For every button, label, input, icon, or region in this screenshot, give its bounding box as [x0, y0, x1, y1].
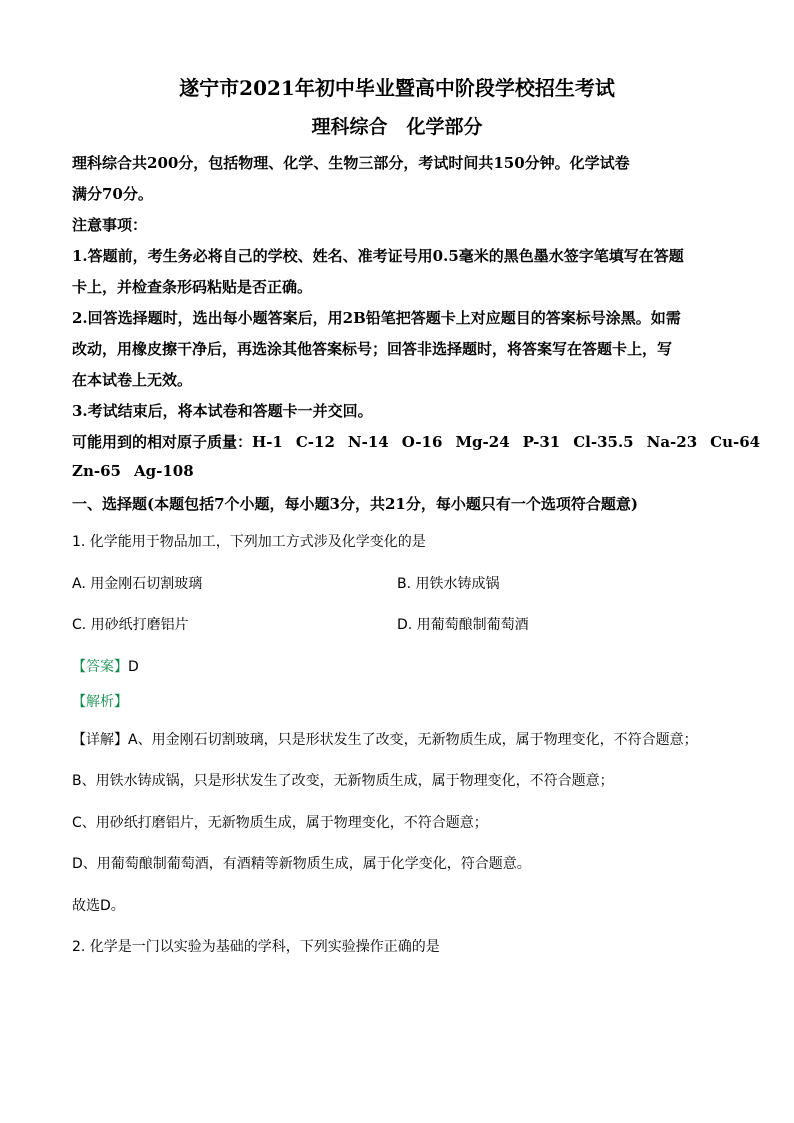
mass-ag: Ag-108: [133, 462, 194, 480]
question-1-option-b: B. 用铁水铸成锅: [397, 576, 500, 592]
mass-na: Na-23: [646, 433, 698, 451]
atomic-masses-line-1: [72, 431, 760, 452]
atomic-masses-label: 可能用到的相对原子质量：: [72, 433, 253, 451]
question-1-stem: 1. 化学能用于物品加工，下列加工方式涉及化学变化的是: [72, 534, 426, 550]
answer-tag: 【答案】: [72, 659, 128, 675]
section-1-heading: 一、选择题(本题包括7个小题，每小题3分，共21分，每小题只有一个选项符合题意): [72, 495, 638, 513]
question-1-detail-d: D、用葡萄酿制葡萄酒，有酒精等新物质生成，属于化学变化，符合题意。: [72, 856, 531, 872]
answer-value: D: [128, 659, 139, 675]
mass-h: H-1: [252, 433, 283, 451]
question-1-detail-c: C、用砂纸打磨铝片，无新物质生成，属于物理变化，不符合题意；: [72, 815, 488, 831]
detail-tag: 【详解】: [72, 732, 128, 748]
mass-zn: Zn-65: [72, 462, 121, 480]
intro-line-2: 满分70分。: [72, 185, 153, 203]
notice-heading: 注意事项：: [72, 216, 148, 234]
question-1-detail-a: [72, 729, 698, 749]
notice-item-1-line-2: 卡上，并检查条形码粘贴是否正确。: [72, 278, 313, 296]
atomic-masses-line-2: [72, 462, 207, 480]
question-1-option-d: D. 用葡萄酿制葡萄酒: [397, 617, 529, 633]
question-1-option-a: A. 用金刚石切割玻璃: [72, 576, 203, 592]
intro-line-1: 理科综合共200分，包括物理、化学、生物三部分，考试时间共150分钟。化学试卷: [72, 154, 630, 172]
question-1-analysis: [72, 691, 128, 711]
detail-a-text: A、用金刚石切割玻璃，只是形状发生了改变，无新物质生成，属于物理变化，不符合题意；: [128, 732, 698, 748]
notice-item-3: 3.考试结束后，将本试卷和答题卡一并交回。: [72, 402, 373, 420]
notice-item-2-line-2: 改动，用橡皮擦干净后，再选涂其他答案标号；回答非选择题时，将答案写在答题卡上，写: [72, 340, 673, 358]
question-2-stem: 2. 化学是一门以实验为基础的学科，下列实验操作正确的是: [72, 939, 440, 955]
mass-n: N-14: [347, 433, 389, 451]
question-1-detail-b: B、用铁水铸成锅，只是形状发生了改变，无新物质生成，属于物理变化，不符合题意；: [72, 773, 614, 789]
question-1-conclusion: 故选D。: [72, 898, 125, 914]
question-1-option-c: C. 用砂纸打磨铝片: [72, 617, 189, 633]
question-1-answer: [72, 656, 139, 676]
mass-cl: Cl-35.5: [573, 433, 634, 451]
mass-p: P-31: [522, 433, 561, 451]
analysis-tag: 【解析】: [72, 694, 128, 710]
exam-title: 遂宁市2021年初中毕业暨高中阶段学校招生考试: [179, 76, 615, 100]
exam-subtitle: 理科综合 化学部分: [311, 116, 483, 138]
mass-c: C-12: [295, 433, 335, 451]
notice-item-1-line-1: 1.答题前，考生务必将自己的学校、姓名、准考证号用0.5毫米的黑色墨水签字笔填写在答题: [72, 247, 684, 265]
mass-cu: Cu-64: [710, 433, 761, 451]
notice-item-2-line-3: 在本试卷上无效。: [72, 371, 193, 389]
notice-item-2-line-1: 2.回答选择题时，选出每小题答案后，用2B铅笔把答题卡上对应题目的答案标号涂黑。如需: [72, 309, 681, 327]
mass-mg: Mg-24: [455, 433, 510, 451]
mass-o: O-16: [401, 433, 443, 451]
